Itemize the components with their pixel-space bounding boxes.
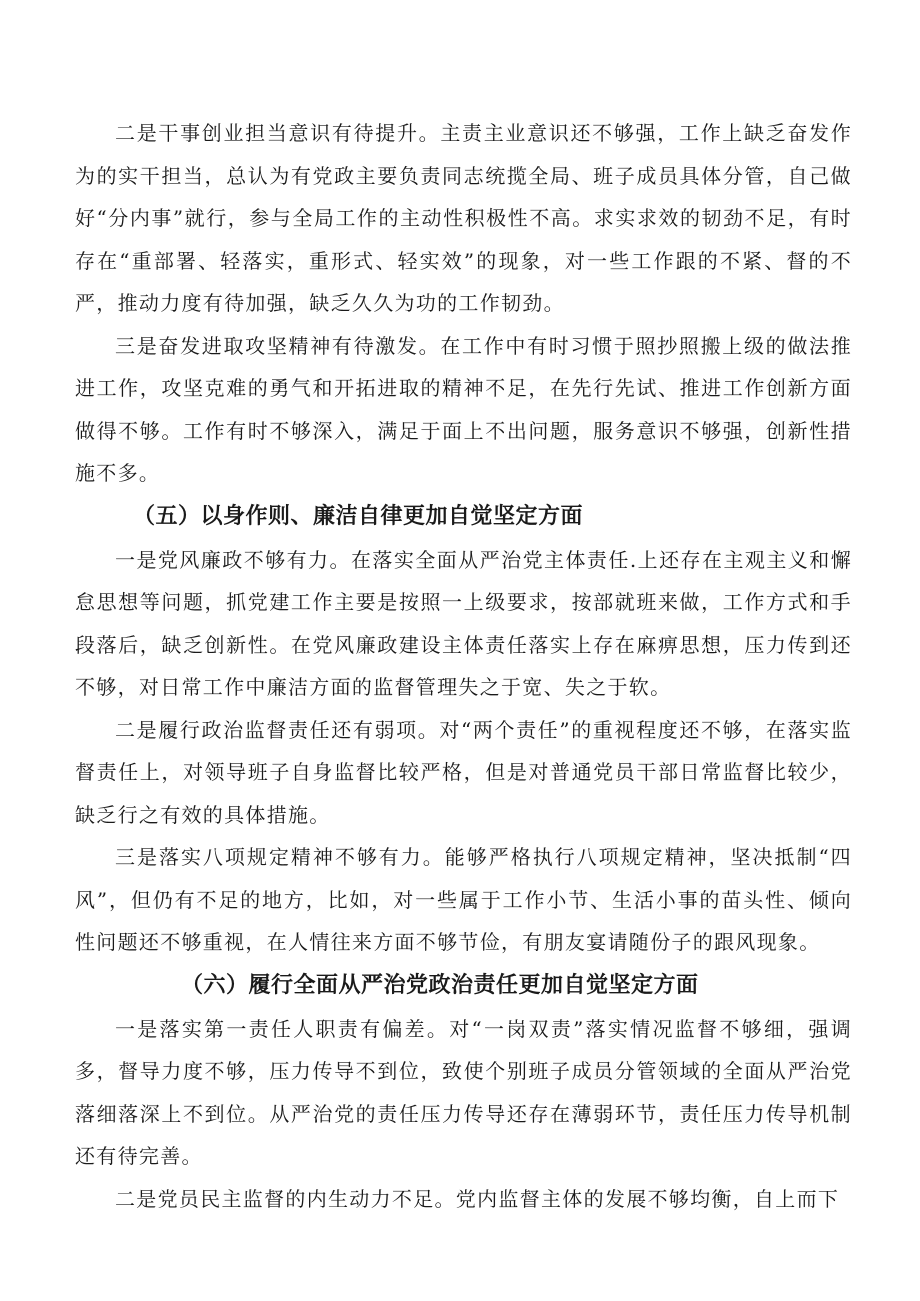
paragraph-first-responsibility: 一是落实第一责任人职责有偏差。对“一岗双责”落实情况监督不够细，强调多，督导力度不够，压力传导不到位，致使个别班子成员分管领域的全面从严治党落细落深上不到位。从严治党的责任压力传导还存在薄弱环节，责任压力传导机制还有待完善。: [75, 1016, 852, 1168]
document-page: [75, 112, 852, 1220]
section-heading-6: （六）履行全面从严治党政治责任更加自觉坚定方面: [181, 972, 699, 998]
paragraph-party-conduct: 一是党风廉政不够有力。在落实全面从严治党主体责任.上还存在主观主义和懈怠思想等问题，抓党建工作主要是按照一上级要求，按部就班来做，工作方式和手段落后，缺乏创新性。在党风廉政建设主体责任落实上存在麻痹思想，压力传到还不够，对日常工作中廉洁方面的监督管理失之于宽、失之于软。: [75, 547, 852, 699]
paragraph-political-supervision: 二是履行政治监督责任还有弱项。对“两个责任”的重视程度还不够，在落实监督责任上，对领导班子自身监督比较严格，但是对普通党员干部日常监督比较少，缺乏行之有效的具体措施。: [75, 717, 852, 827]
section-heading-5: （五）以身作则、廉洁自律更加自觉坚定方面: [133, 503, 584, 529]
paragraph-enterprising-spirit: 三是奋发进取攻坚精神有待激发。在工作中有时习惯于照抄照搬上级的做法推进工作，攻坚克难的勇气和开拓进取的精神不足，在先行先试、推进工作创新方面做得不够。工作有时不够深入，满足于面上不出问题，服务意识不够强，创新性措施不多。: [75, 333, 852, 485]
paragraph-democratic-supervision: 二是党员民主监督的内生动力不足。党内监督主体的发展不够均衡，自上而下: [115, 1186, 840, 1211]
paragraph-engagement: 二是干事创业担当意识有待提升。主责主业意识还不够强，工作上缺乏奋发作为的实干担当，总认为有党政主要负责同志统揽全局、班子成员具体分管，自己做好“分内事”就行，参与全局工作的主动性积极性不高。求实求效的韧劲不足，有时存在“重部署、轻落实，重形式、轻实效”的现象，对一些工作跟的不紧、督的不严，推动力度有待加强，缺乏久久为功的工作韧劲。: [75, 121, 852, 315]
paragraph-eight-regulations: 三是落实八项规定精神不够有力。能够严格执行八项规定精神，坚决抵制“四风”，但仍有不足的地方，比如，对一些属于工作小节、生活小事的苗头性、倾向性问题还不够重视，在人情往来方面不够节俭，有朋友宴请随份子的跟风现象。: [75, 845, 852, 954]
